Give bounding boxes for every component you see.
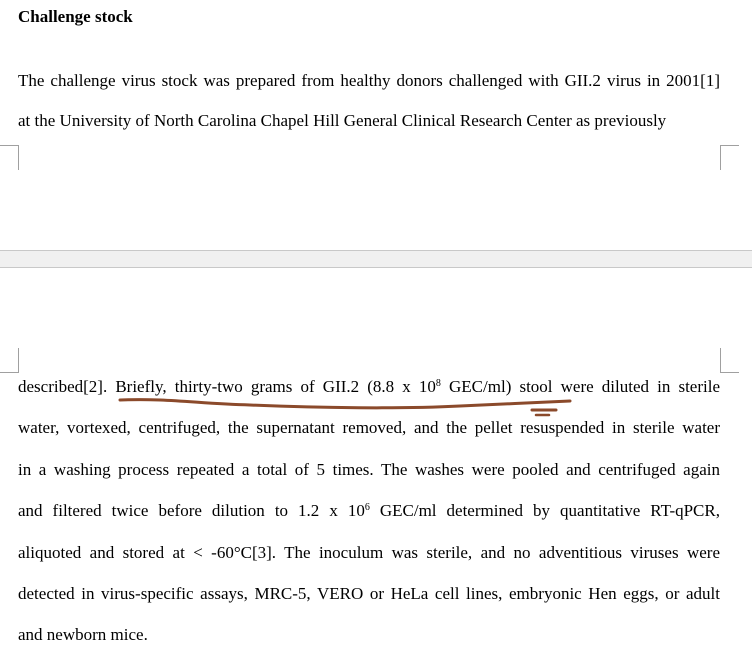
section-heading: Challenge stock [18,7,133,26]
paragraph-line [18,377,720,397]
crop-mark-top-left [0,145,19,170]
paragraph-line: The challenge virus stock was prepared from healthy donors challenged with GII.2 virus in 2001[1] [18,71,720,90]
crop-mark-bottom-left [0,348,19,373]
text-run: described[2]. Briefly, thirty-two grams of GII.2 (8.8 x 10 [18,377,436,396]
crop-mark-bottom-right [720,348,739,373]
paragraph-line: in a washing process repeated a total of 5 times. The washes were pooled and centrifuged again [18,460,720,479]
crop-mark-top-right [720,145,739,170]
paragraph-line: water, vortexed, centrifuged, the supernatant removed, and the pellet resuspended in sterile water [18,418,720,437]
text-run: GEC/ml) stool were diluted in sterile [440,377,720,396]
paragraph-line: and newborn mice. [18,625,148,644]
text-run: GEC/ml determined by quantitative RT-qPCR, [369,501,720,520]
paragraph-line: aliquoted and stored at < -60°C[3]. The inoculum was sterile, and no adventitious viruses were [18,543,720,562]
text-run: and filtered twice before dilution to 1.2 x 10 [18,501,365,520]
paragraph-line [18,501,720,521]
superscript: 8 [435,378,441,389]
page-break-gap [0,250,752,268]
paragraph-line: at the University of North Carolina Chapel Hill General Clinical Research Center as previously [18,111,667,130]
paragraph-line: detected in virus-specific assays, MRC-5, VERO or HeLa cell lines, embryonic Hen eggs, or adult [18,584,720,603]
superscript: 6 [364,502,370,513]
